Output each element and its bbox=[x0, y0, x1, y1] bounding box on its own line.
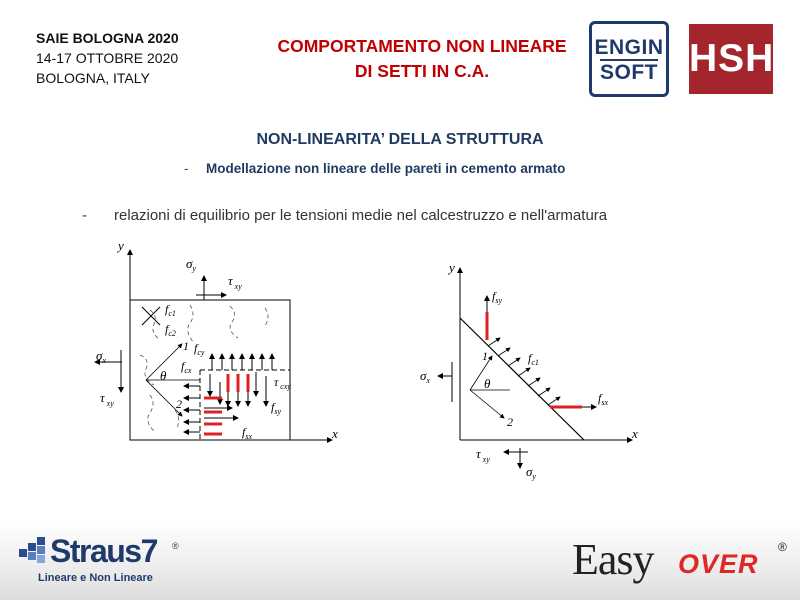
tau-cxy-label: τ $_{cxy}$ bbox=[274, 375, 291, 391]
sigma-y-label: $\sigma_y$ bbox=[186, 256, 196, 273]
bullet-text: relazioni di equilibrio per le tensioni medie nel calcestruzzo e nell'armatura bbox=[114, 207, 608, 224]
right-y-axis-label: y bbox=[449, 260, 455, 275]
right-x-axis-label: x bbox=[632, 426, 638, 441]
bullet-dash: - bbox=[82, 207, 87, 224]
right-theta-label: θ bbox=[484, 376, 491, 391]
straus7-registered-mark: ® bbox=[172, 541, 179, 551]
triangle-hypotenuse bbox=[460, 318, 584, 440]
right-sigma-y-label: $\sigma_y$ bbox=[526, 464, 536, 481]
right-element-diagram bbox=[420, 260, 638, 481]
vertical-rebars bbox=[228, 374, 248, 392]
equilibrium-diagrams bbox=[0, 230, 800, 490]
event-name: SAIE BOLOGNA 2020 bbox=[36, 30, 179, 46]
straus7-tagline: Lineare e Non Lineare bbox=[38, 572, 153, 584]
tau-left-label: τ $_{xy}$ bbox=[100, 390, 114, 408]
enginsoft-logo-bottom: SOFT bbox=[600, 61, 658, 84]
fcx-label: $f_{cx}$ bbox=[181, 359, 192, 375]
fc1-label: $f_{c1}$ bbox=[165, 302, 176, 318]
event-dates: 14-17 OTTOBRE 2020 bbox=[36, 50, 179, 66]
enginsoft-logo bbox=[589, 21, 669, 97]
easyover-registered-mark: ® bbox=[778, 540, 787, 554]
bullet-item bbox=[82, 207, 607, 224]
slide-title-line2: DI SETTI IN C.A. bbox=[354, 61, 490, 81]
slide-title-line1: COMPORTAMENTO NON LINEARE bbox=[277, 36, 567, 56]
fsx-label: $f_{sx}$ bbox=[242, 425, 253, 441]
fsy-label: $f_{sy}$ bbox=[271, 400, 282, 416]
slide-title bbox=[252, 34, 592, 84]
theta-label: θ bbox=[160, 368, 167, 383]
right-tau-label: τ $_{xy}$ bbox=[476, 446, 490, 464]
subtitle-dash: - bbox=[184, 161, 189, 176]
event-info bbox=[36, 28, 179, 88]
diagonal-stress-arrows bbox=[488, 338, 560, 405]
hsh-logo: HSH bbox=[689, 24, 773, 94]
subtitle bbox=[184, 161, 565, 176]
right-fsy-label: $f_{sy}$ bbox=[492, 289, 503, 305]
right-dir-1-label: 1 bbox=[482, 349, 488, 363]
enginsoft-logo-top: ENGIN bbox=[594, 36, 664, 59]
tau-top-label: τ $_{xy}$ bbox=[228, 273, 242, 291]
dir-2-label: 2 bbox=[176, 397, 182, 411]
easyover-logo-over: OVER bbox=[678, 549, 759, 579]
sigma-x-label: $\sigma_x$ bbox=[96, 348, 106, 365]
fc2-label: $f_{c2}$ bbox=[165, 322, 176, 338]
subtitle-text: Modellazione non lineare delle pareti in cemento armato bbox=[206, 161, 566, 176]
right-dir-2-arrow bbox=[470, 390, 504, 418]
fsy-arrows bbox=[228, 392, 248, 406]
right-fsx-label: $f_{sx}$ bbox=[598, 391, 609, 407]
fcy-arrows bbox=[212, 354, 272, 370]
left-y-axis-label: y bbox=[118, 238, 124, 253]
fcx-arrows bbox=[184, 386, 200, 432]
right-dir-2-label: 2 bbox=[507, 415, 513, 429]
right-sigma-x-label: $\sigma_x$ bbox=[420, 368, 430, 385]
event-location: BOLOGNA, ITALY bbox=[36, 70, 150, 86]
horizontal-rebars bbox=[204, 398, 222, 434]
section-title: NON-LINEARITA’ DELLA STRUTTURA bbox=[256, 131, 544, 148]
fcy-label: $f_{cy}$ bbox=[194, 341, 205, 357]
left-x-axis-label: x bbox=[332, 426, 338, 441]
straus7-logo-text: Straus7 bbox=[50, 533, 157, 569]
straus7-logo-icon bbox=[19, 537, 49, 567]
left-element-diagram bbox=[95, 238, 338, 441]
easyover-logo-easy: Easy bbox=[572, 535, 654, 584]
right-fc1-label: $f_{c1}$ bbox=[528, 351, 539, 367]
dir-1-label: 1 bbox=[183, 339, 189, 353]
